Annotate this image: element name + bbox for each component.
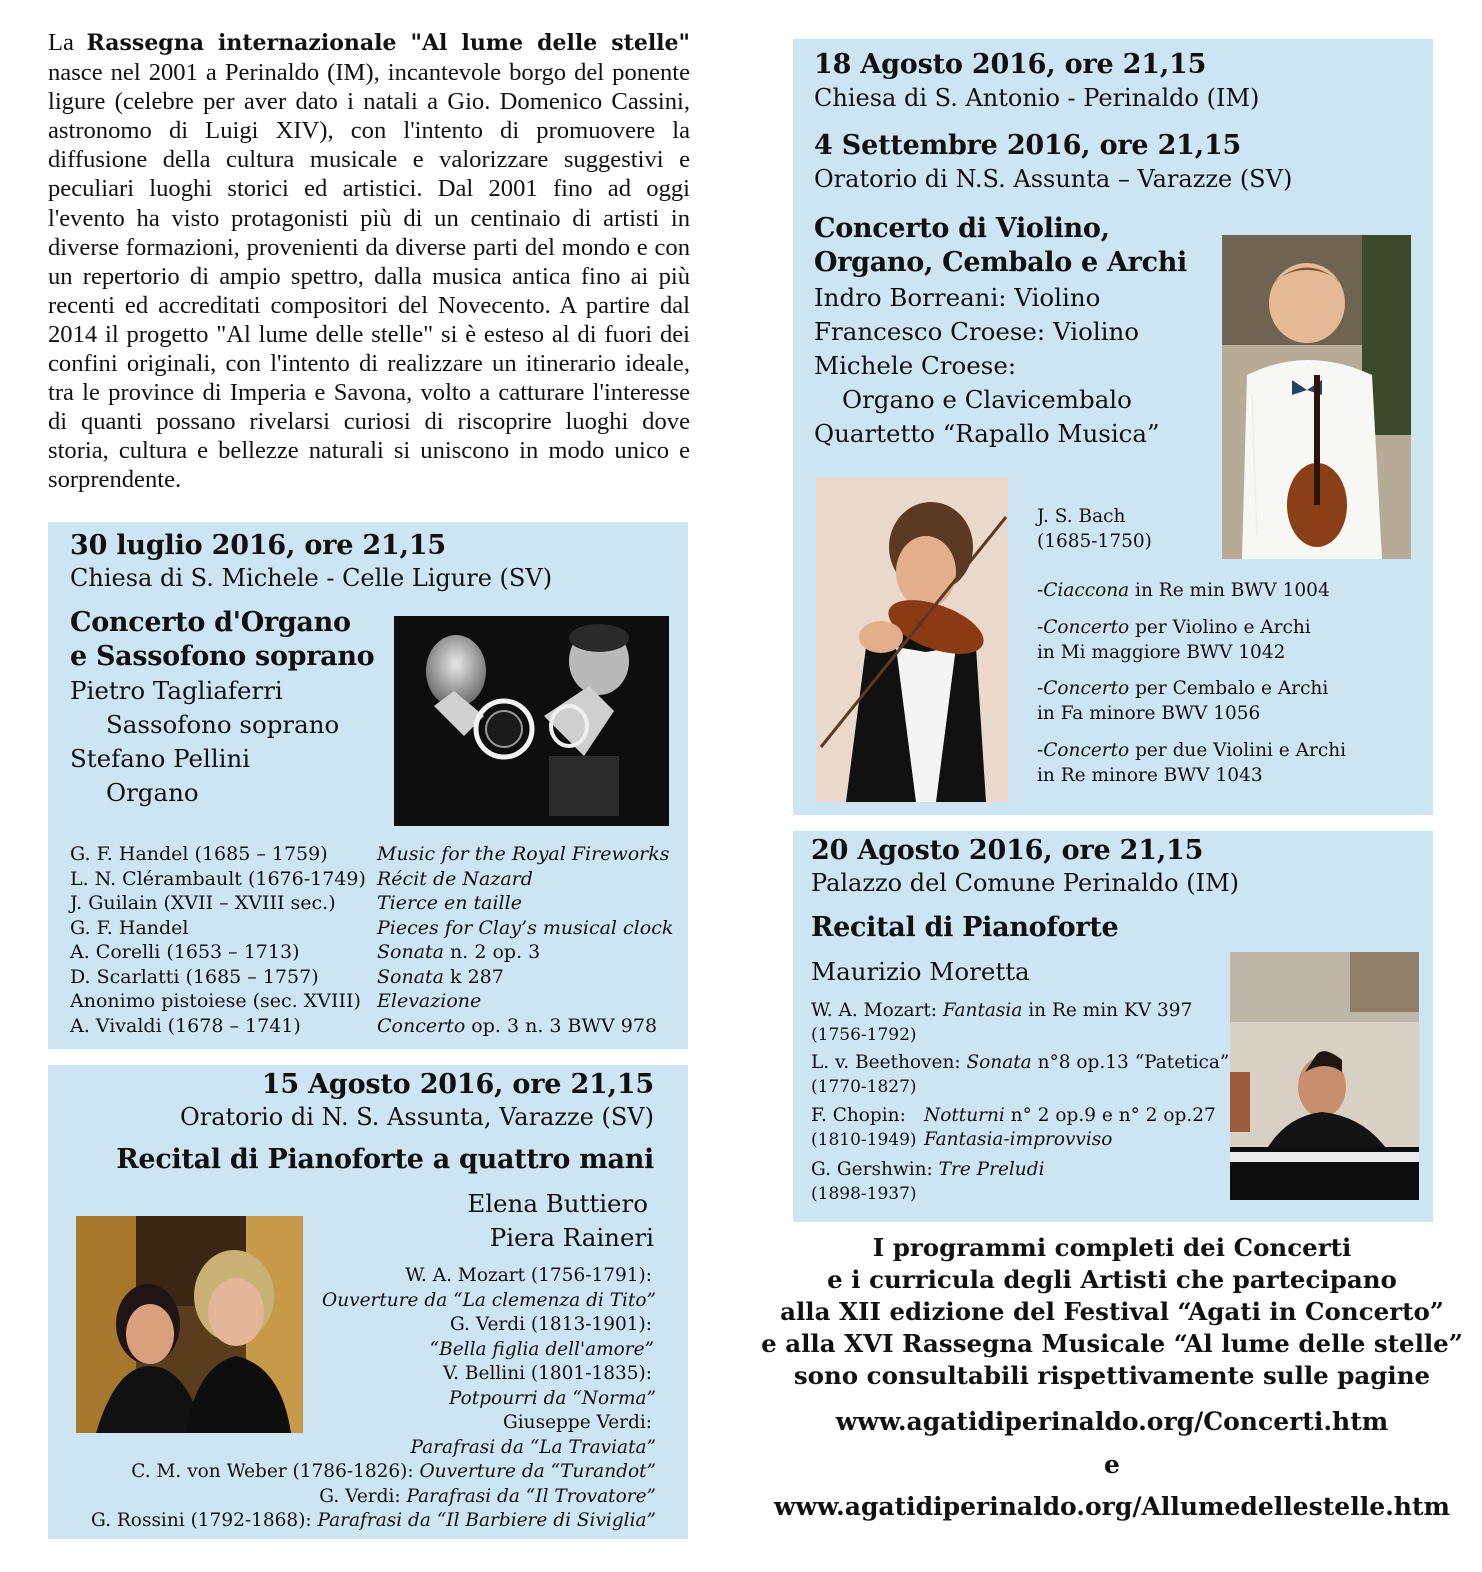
concert-title-line-1: Concerto d'Organo — [70, 607, 351, 638]
photo-piano-duo-image — [76, 1216, 303, 1433]
concert-title: Recital di Pianoforte — [811, 912, 1119, 943]
footer-line: e alla XVI Rassegna Musicale “Al lume delle stelle” — [761, 1329, 1463, 1358]
url-concerti-link[interactable]: www.agatidiperinaldo.org/Concerti.htm — [835, 1407, 1389, 1436]
program-composer: L. N. Clérambault (1676-1749) — [70, 867, 366, 890]
concert-venue: Chiesa di S. Michele - Celle Ligure (SV) — [70, 564, 553, 592]
photo-pianist — [1230, 952, 1419, 1200]
program-work: Récit de Nazard — [377, 867, 533, 890]
program-work: Music for the Royal Fireworks — [377, 843, 670, 865]
footer-line: e i curricula degli Artisti che partecipano — [827, 1265, 1397, 1294]
intro-text: nasce nel 2001 a Perinaldo (IM), incantevole borgo del ponente ligure (celebre per aver dato i natali a Gio. Domenico Cassini, astronomo di Luigi XIV), con l'intento di promuovere la diffusione della cultura musicale e valorizzare suggestivi e peculiari luoghi storici ed artistici. Dal 2001 fino ad oggi l'evento ha visto protagonisti più di un centinaio di artisti in diverse formazioni, provenienti da diverse parti del mondo e con un repertorio di ampio spettro, dalla musica antica fino ai più recenti ed accreditati compositori del Novecento. A partire dal 2014 il progetto "Al lume delle stelle" si è esteso al di fuori dei confini originali, con l'intento di realizzare un itinerario ideale, tra le province di Imperia e Savona, volto a catturare l'interesse di quanti possano rivelarsi curiosi di riscoprire luoghi dove storia, cultura e bellezze naturali si uniscono in modo unico e sorprendente. — [48, 59, 690, 494]
program-line: W. A. Mozart: Fantasia in Re min KV 397 — [811, 1000, 1193, 1021]
program-line: Notturni n° 2 op.9 e n° 2 op.27 — [924, 1105, 1216, 1126]
concert-date: 20 Agosto 2016, ore 21,15 — [811, 835, 1204, 866]
footer-and: e — [1104, 1450, 1120, 1479]
program-line: Parafrasi da “La Traviata” — [410, 1436, 656, 1458]
program-line: G. Gershwin: Tre Preludi — [811, 1159, 1045, 1180]
photo-boy-violinist-image — [1222, 235, 1411, 559]
program-work: Concerto op. 3 n. 3 BWV 978 — [377, 1014, 658, 1037]
work-item: -Ciaccona in Re min BWV 1004 — [1037, 580, 1330, 601]
program-line: “Bella figlia dell'amore” — [429, 1338, 654, 1360]
concert-venue: Chiesa di S. Antonio - Perinaldo (IM) — [814, 84, 1260, 112]
performer-name: Elena Buttiero — [467, 1189, 648, 1218]
program-composer: G. F. Handel (1685 – 1759) — [70, 843, 328, 865]
program-years: (1810-1949) — [811, 1130, 917, 1150]
photo-violinist-playing-image — [816, 477, 1008, 802]
program-years: (1770-1827) — [811, 1077, 917, 1097]
concert-box-varazze-piano — [48, 1065, 688, 1539]
performer-line: Organo e Clavicembalo — [842, 385, 1132, 414]
concert-title: Recital di Pianoforte a quattro mani — [116, 1144, 654, 1175]
program-line: L. v. Beethoven: Sonata n°8 op.13 “Patetica” — [811, 1052, 1230, 1073]
url-allumedellestelle-link[interactable]: www.agatidiperinaldo.org/Allumedellestelle.htm — [774, 1492, 1450, 1521]
performer-line: Francesco Croese: Violino — [814, 317, 1140, 346]
program-composer: A. Vivaldi (1678 – 1741) — [70, 1014, 301, 1037]
footer-line: alla XII edizione del Festival “Agati in Concerto” — [780, 1297, 1444, 1326]
intro-la: La — [48, 29, 74, 56]
concert-venue: Palazzo del Comune Perinaldo (IM) — [811, 869, 1240, 897]
concert-title-line-1: Concerto di Violino, — [814, 213, 1110, 244]
composer-name: J. S. Bach — [1037, 506, 1126, 527]
work-item: -Concerto per due Violini e Archi — [1037, 740, 1347, 761]
program-line: C. M. von Weber (1786-1826): Ouverture da “Turandot” — [131, 1461, 656, 1482]
concert-date: 15 Agosto 2016, ore 21,15 — [261, 1069, 654, 1100]
footer-line: sono consultabili rispettivamente sulle pagine — [793, 1361, 1431, 1390]
program-composer: J. Guilain (XVII – XVIII sec.) — [70, 892, 336, 914]
program-line: G. Verdi: Parafrasi da “Il Trovatore” — [319, 1485, 656, 1507]
program-work: Pieces for Clay’s musical clock — [377, 916, 674, 939]
concert-box-piano-recital — [793, 831, 1433, 1222]
program-composer: Anonimo pistoiese (sec. XVIII) — [70, 990, 361, 1012]
program-years: (1898-1937) — [811, 1184, 917, 1204]
program-line: Fantasia-improvviso — [924, 1129, 1113, 1150]
photo-boy-violinist — [1222, 235, 1411, 559]
performer-name: Pietro Tagliaferri — [70, 676, 283, 705]
intro-festival-name: Rassegna internazionale "Al lume delle stelle" — [86, 30, 690, 56]
photo-piano-duo — [76, 1216, 303, 1433]
photo-saxophone-duo-image — [394, 616, 669, 826]
concert-date: 30 luglio 2016, ore 21,15 — [70, 530, 446, 561]
program-line: G. Rossini (1792-1868): Parafrasi da “Il Barbiere di Siviglia” — [91, 1510, 656, 1531]
performer-name: Stefano Pellini — [70, 744, 251, 773]
program-work: Elevazione — [377, 990, 482, 1012]
concert-title-line-2: e Sassofono soprano — [70, 641, 375, 672]
program-line: V. Bellini (1801-1835): — [443, 1363, 652, 1384]
photo-saxophone-duo — [394, 616, 669, 826]
photo-violinist-playing — [816, 477, 1008, 802]
photo-pianist-image — [1230, 952, 1419, 1200]
performer-instrument: Organo — [106, 778, 199, 807]
program-line: Giuseppe Verdi: — [502, 1412, 652, 1433]
work-item: -Concerto per Violino e Archi — [1037, 617, 1311, 638]
concert-date: 4 Settembre 2016, ore 21,15 — [814, 130, 1242, 161]
program-composer: A. Corelli (1653 – 1713) — [70, 941, 300, 963]
concert-venue: Oratorio di N. S. Assunta, Varazze (SV) — [180, 1103, 654, 1131]
performer-line: Quartetto “Rapallo Musica” — [814, 419, 1160, 448]
work-item-key: in Re minore BWV 1043 — [1037, 765, 1263, 786]
work-item-key: in Mi maggiore BWV 1042 — [1037, 642, 1286, 663]
work-item: -Concerto per Cembalo e Archi — [1037, 678, 1329, 699]
concert-box-violin — [793, 39, 1433, 815]
concert-venue: Oratorio di N.S. Assunta – Varazze (SV) — [814, 165, 1293, 193]
program-work: Sonata k 287 — [377, 965, 504, 988]
performer-instrument: Sassofono soprano — [106, 710, 340, 739]
program-work: Tierce en taille — [377, 892, 522, 914]
performer-line: Indro Borreani: Violino — [814, 283, 1101, 312]
footer-line: I programmi completi dei Concerti — [872, 1233, 1352, 1262]
performer-name: Maurizio Moretta — [811, 957, 1030, 986]
program-composer: G. F. Handel — [70, 916, 189, 939]
performer-name: Piera Raineri — [489, 1223, 654, 1252]
concert-title-line-2: Organo, Cembalo e Archi — [814, 247, 1188, 278]
program-years: (1756-1792) — [811, 1025, 917, 1045]
program-line: Ouverture da “La clemenza di Tito” — [322, 1289, 656, 1311]
concert-date: 18 Agosto 2016, ore 21,15 — [814, 49, 1207, 80]
composer-years: (1685-1750) — [1037, 531, 1152, 552]
program-line: Potpourri da “Norma” — [448, 1387, 656, 1409]
program-work: Sonata n. 2 op. 3 — [377, 941, 541, 963]
program-line: W. A. Mozart (1756-1791): — [405, 1265, 652, 1286]
work-item-key: in Fa minore BWV 1056 — [1037, 703, 1261, 724]
program-composer: D. Scarlatti (1685 – 1757) — [70, 965, 319, 988]
performer-line: Michele Croese: — [814, 351, 1017, 380]
program-line: F. Chopin: — [811, 1105, 906, 1126]
program-line: G. Verdi (1813-1901): — [449, 1314, 652, 1335]
intro-paragraph — [48, 28, 690, 495]
concert-box-celle — [48, 522, 688, 1049]
